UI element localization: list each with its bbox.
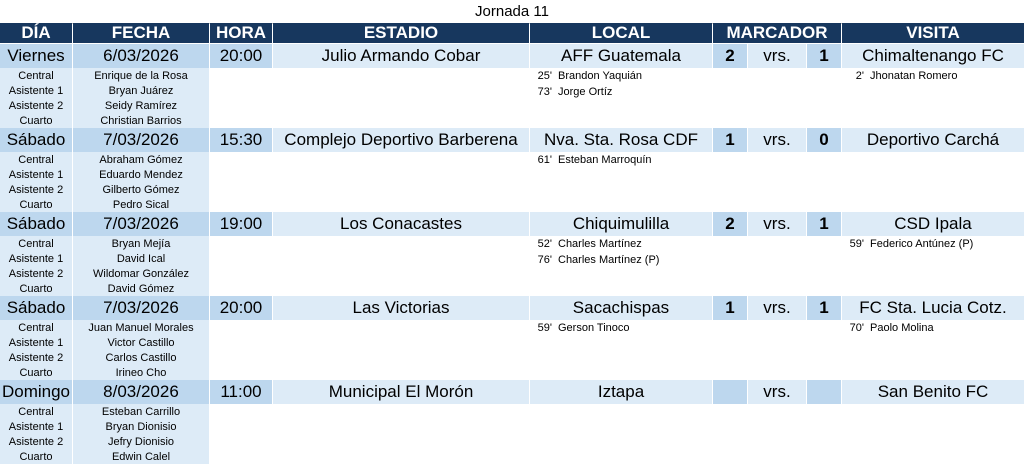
vs-label: vrs.: [748, 44, 806, 68]
referee-role: Central: [0, 236, 72, 252]
referee-role: Cuarto: [0, 197, 72, 213]
referee-role: Central: [0, 320, 72, 336]
away-score: 0: [807, 128, 841, 152]
home-team: Nva. Sta. Rosa CDF: [530, 128, 712, 152]
match-date: 7/03/2026: [73, 212, 209, 236]
referee-role: Cuarto: [0, 281, 72, 297]
referee-name: Pedro Sical: [73, 197, 209, 213]
vs-label: vrs.: [748, 296, 806, 320]
referee-role: Asistente 2: [0, 434, 72, 450]
goal-scorer: Jorge Ortíz: [558, 86, 613, 98]
home-score: 1: [713, 296, 747, 320]
referee-name: Bryan Juárez: [73, 83, 209, 99]
referee-name: Juan Manuel Morales: [73, 320, 209, 336]
match-stadium: Julio Armando Cobar: [273, 44, 529, 68]
match-day: Domingo: [0, 380, 72, 404]
away-goal-event: [842, 68, 1024, 84]
away-team: San Benito FC: [842, 380, 1024, 404]
match-stadium: Complejo Deportivo Barberena: [273, 128, 529, 152]
goal-minute: 25': [537, 70, 552, 82]
referee-role: Central: [0, 68, 72, 84]
goal-minute: 52': [537, 238, 552, 250]
vs-label: vrs.: [748, 380, 806, 404]
home-goal-event: [530, 68, 712, 84]
referee-name: Seidy Ramírez: [73, 98, 209, 114]
match-time: 11:00: [210, 380, 272, 404]
goal-minute: 76': [537, 254, 552, 266]
home-score: 2: [713, 212, 747, 236]
goal-scorer: Charles Martínez (P): [558, 254, 660, 266]
referee-role: Asistente 1: [0, 335, 72, 351]
away-score: 1: [807, 296, 841, 320]
referee-role: Asistente 1: [0, 83, 72, 99]
goal-scorer: Brandon Yaquián: [558, 70, 642, 82]
goal-scorer: Jhonatan Romero: [870, 70, 958, 82]
referee-role: Asistente 1: [0, 419, 72, 435]
vs-label: vrs.: [748, 212, 806, 236]
referee-name: Bryan Dionisio: [73, 419, 209, 435]
referee-role: Asistente 1: [0, 251, 72, 267]
home-team: AFF Guatemala: [530, 44, 712, 68]
home-team: Sacachispas: [530, 296, 712, 320]
match-stadium: Municipal El Morón: [273, 380, 529, 404]
referee-name: Gilberto Gómez: [73, 182, 209, 198]
header-estadio: ESTADIO: [273, 23, 529, 43]
away-team: FC Sta. Lucia Cotz.: [842, 296, 1024, 320]
referee-role: Cuarto: [0, 449, 72, 465]
referee-name: Enrique de la Rosa: [73, 68, 209, 84]
goal-minute: 2': [855, 70, 864, 82]
referee-role: Cuarto: [0, 113, 72, 129]
match-time: 20:00: [210, 296, 272, 320]
referee-name: Edwin Calel: [73, 449, 209, 465]
goal-minute: 61': [537, 154, 552, 166]
referee-name: Abraham Gómez: [73, 152, 209, 168]
away-score: [807, 380, 841, 404]
home-goal-event: [530, 320, 712, 336]
goal-minute: 70': [849, 322, 864, 334]
goal-scorer: Gerson Tinoco: [558, 322, 630, 334]
match-time: 20:00: [210, 44, 272, 68]
match-day: Sábado: [0, 128, 72, 152]
goal-scorer: Paolo Molina: [870, 322, 934, 334]
header-local: LOCAL: [530, 23, 712, 43]
header-visita: VISITA: [842, 23, 1024, 43]
referee-role: Asistente 2: [0, 98, 72, 114]
goal-scorer: Esteban Marroquín: [558, 154, 652, 166]
match-stadium: Las Victorias: [273, 296, 529, 320]
goal-minute: 59': [537, 322, 552, 334]
away-goal-event: [842, 236, 1024, 252]
match-day: Viernes: [0, 44, 72, 68]
away-team: CSD Ipala: [842, 212, 1024, 236]
goal-minute: 59': [849, 238, 864, 250]
goal-scorer: Charles Martínez: [558, 238, 642, 250]
home-score: [713, 380, 747, 404]
header-dia: DÍA: [0, 23, 72, 43]
referee-name: Carlos Castillo: [73, 350, 209, 366]
referee-name: Bryan Mejía: [73, 236, 209, 252]
referee-name: Wildomar González: [73, 266, 209, 282]
home-goal-event: [530, 236, 712, 252]
away-goal-event: [842, 320, 1024, 336]
goal-scorer: Federico Antúnez (P): [870, 238, 974, 250]
away-score: 1: [807, 44, 841, 68]
referee-name: Christian Barrios: [73, 113, 209, 129]
referee-role: Asistente 2: [0, 350, 72, 366]
away-team: Chimaltenango FC: [842, 44, 1024, 68]
home-goal-event: [530, 252, 712, 268]
match-time: 19:00: [210, 212, 272, 236]
referee-role: Asistente 2: [0, 266, 72, 282]
away-team: Deportivo Carchá: [842, 128, 1024, 152]
referee-role: Central: [0, 152, 72, 168]
home-score: 2: [713, 44, 747, 68]
header-hora: HORA: [210, 23, 272, 43]
home-score: 1: [713, 128, 747, 152]
header-fecha: FECHA: [73, 23, 209, 43]
referee-name: Esteban Carrillo: [73, 404, 209, 420]
referee-name: David Gómez: [73, 281, 209, 297]
home-team: Chiquimulilla: [530, 212, 712, 236]
referee-role: Asistente 2: [0, 182, 72, 198]
match-date: 8/03/2026: [73, 380, 209, 404]
home-team: Iztapa: [530, 380, 712, 404]
referee-name: Jefry Dionisio: [73, 434, 209, 450]
page-title: Jornada 11: [0, 0, 1024, 24]
match-stadium: Los Conacastes: [273, 212, 529, 236]
match-date: 7/03/2026: [73, 128, 209, 152]
referee-role: Asistente 1: [0, 167, 72, 183]
match-date: 7/03/2026: [73, 296, 209, 320]
home-goal-event: [530, 84, 712, 100]
match-time: 15:30: [210, 128, 272, 152]
match-day: Sábado: [0, 296, 72, 320]
home-goal-event: [530, 152, 712, 168]
referee-name: Eduardo Mendez: [73, 167, 209, 183]
referee-name: Victor Castillo: [73, 335, 209, 351]
vs-label: vrs.: [748, 128, 806, 152]
referee-role: Central: [0, 404, 72, 420]
referee-name: David Ical: [73, 251, 209, 267]
referee-role: Cuarto: [0, 365, 72, 381]
goal-minute: 73': [537, 86, 552, 98]
header-marcador: MARCADOR: [713, 23, 841, 43]
away-score: 1: [807, 212, 841, 236]
referee-name: Irineo Cho: [73, 365, 209, 381]
match-date: 6/03/2026: [73, 44, 209, 68]
match-day: Sábado: [0, 212, 72, 236]
